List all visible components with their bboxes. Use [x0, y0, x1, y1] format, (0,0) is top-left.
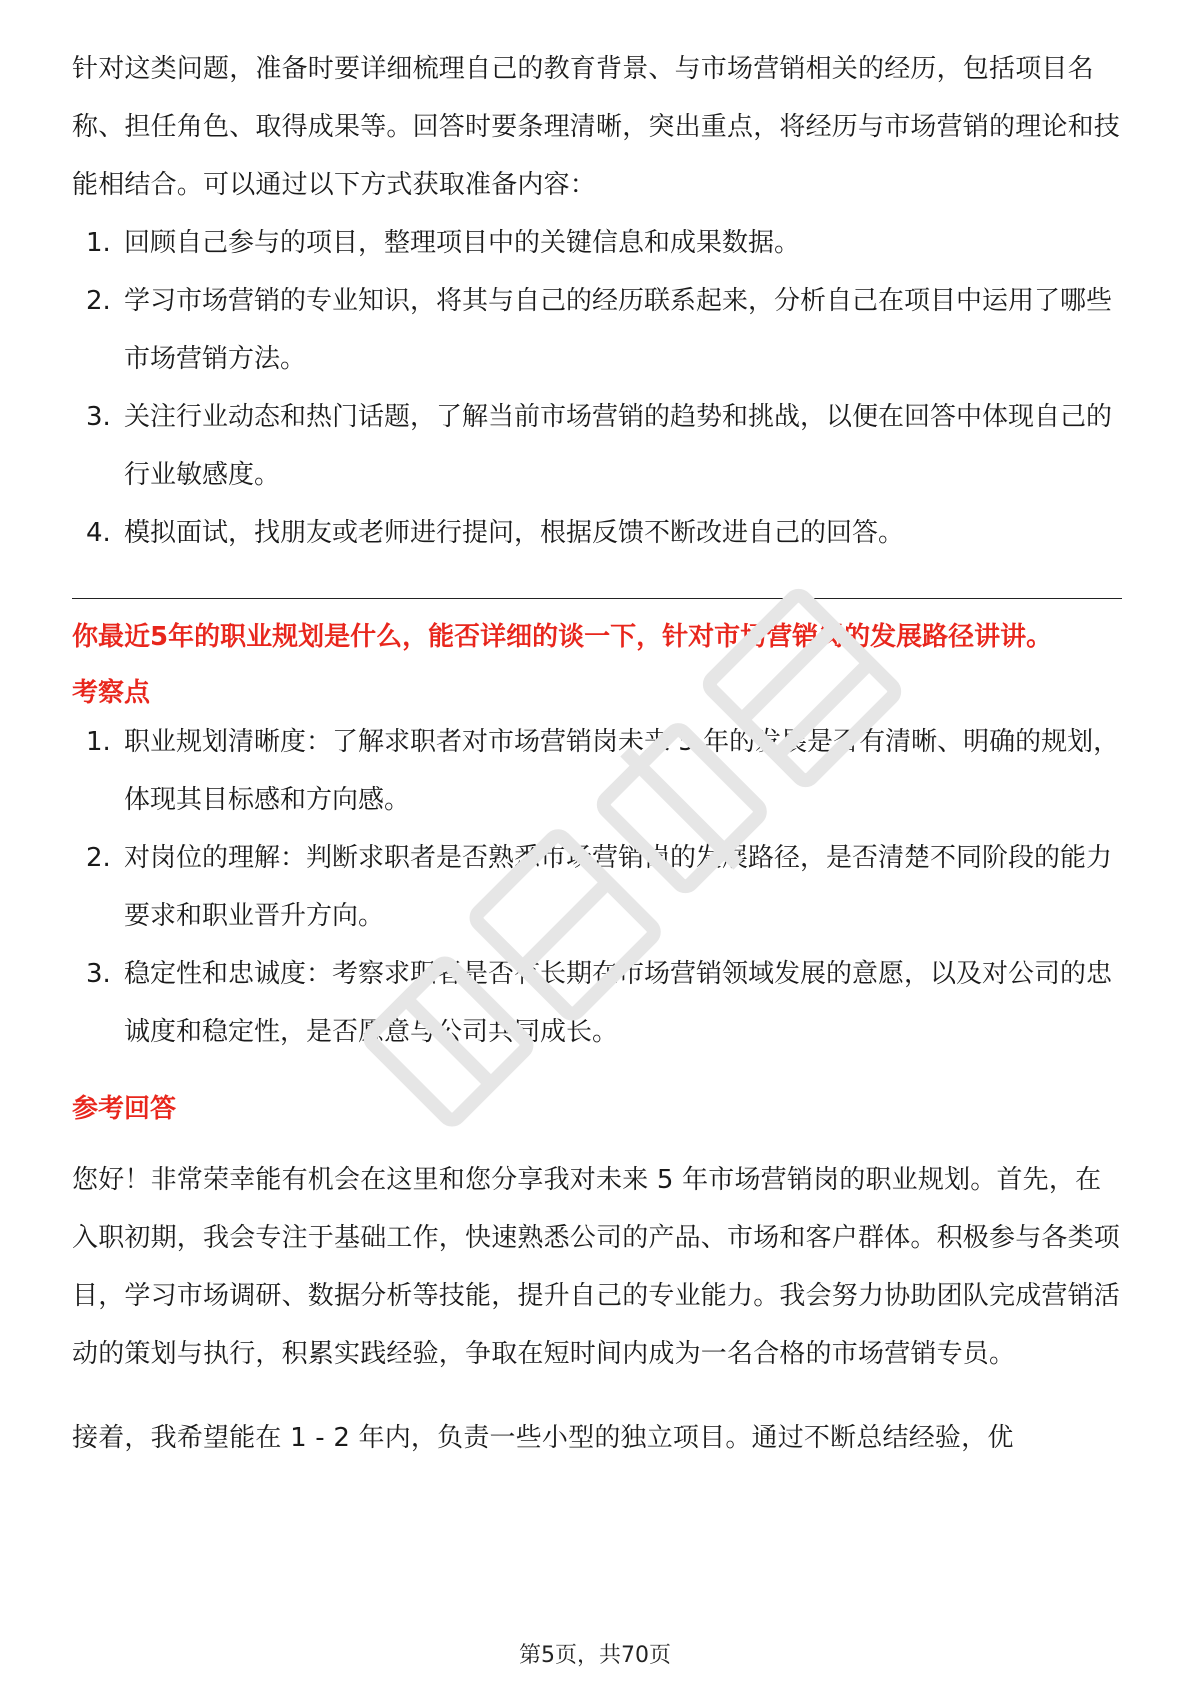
list-item-text: 稳定性和忠诚度：考察求职者是否有长期在市场营销领域发展的意愿，以及对公司的忠诚度和稳定性，是否愿意与公司共同成长。 — [124, 959, 1113, 1047]
list-item — [72, 272, 1122, 388]
list-number: 3. — [86, 959, 111, 989]
list-item — [72, 945, 1122, 1061]
list-number: 1. — [86, 228, 111, 258]
answer-paragraph: 接着，我希望能在 1 - 2 年内，负责一些小型的独立项目。通过不断总结经验，优 — [72, 1423, 1014, 1453]
list-item-text: 职业规划清晰度：了解求职者对市场营销岗未来 5 年的发展是否有清晰、明确的规划，体现其目标感和方向感。 — [124, 727, 1120, 815]
document-page — [72, 40, 1122, 1467]
list-number: 1. — [86, 727, 111, 757]
list-item — [72, 829, 1122, 945]
list-number: 4. — [86, 518, 111, 548]
list-item — [72, 504, 1122, 562]
list-number: 2. — [86, 286, 111, 316]
list-item-text: 回顾自己参与的项目，整理项目中的关键信息和成果数据。 — [124, 228, 801, 258]
intro-paragraph: 针对这类问题，准备时要详细梳理自己的教育背景、与市场营销相关的经历，包括项目名称、担任角色、取得成果等。回答时要条理清晰，突出重点，将经历与市场营销的理论和技能相结合。可以通过以下方式获取准备内容： — [72, 54, 1121, 200]
prep-steps-list — [72, 214, 1122, 562]
assessment-title: 考察点 — [72, 678, 151, 708]
list-number: 2. — [86, 843, 111, 873]
list-item-text: 关注行业动态和热门话题，了解当前市场营销的趋势和挑战，以便在回答中体现自己的行业敏感度。 — [124, 402, 1113, 490]
answer-paragraph: 您好！非常荣幸能有机会在这里和您分享我对未来 5 年市场营销岗的职业规划。首先，在入职初期，我会专注于基础工作，快速熟悉公司的产品、市场和客户群体。积极参与各类项目，学习市场调研、数据分析等技能，提升自己的专业能力。我会努力协助团队完成营销活动的策划与执行，积累实践经验，争取在短时间内成为一名合格的市场营销专员。 — [72, 1165, 1121, 1369]
list-item-text: 模拟面试，找朋友或老师进行提问，根据反馈不断改进自己的回答。 — [124, 518, 905, 548]
list-item — [72, 388, 1122, 504]
interview-question: 你最近5年的职业规划是什么，能否详细的谈一下，针对市场营销岗的发展路径讲讲。 — [72, 622, 1053, 652]
list-item — [72, 214, 1122, 272]
list-item-text: 学习市场营销的专业知识，将其与自己的经历联系起来，分析自己在项目中运用了哪些市场营销方法。 — [124, 286, 1113, 374]
list-number: 3. — [86, 402, 111, 432]
section-divider — [72, 598, 1122, 599]
page-footer: 第5页，共70页 — [519, 1643, 671, 1668]
assessment-points-list — [72, 713, 1122, 1061]
list-item-text: 对岗位的理解：判断求职者是否熟悉市场营销岗的发展路径，是否清楚不同阶段的能力要求和职业晋升方向。 — [124, 843, 1113, 931]
answer-title: 参考回答 — [72, 1094, 177, 1124]
list-item — [72, 713, 1122, 829]
